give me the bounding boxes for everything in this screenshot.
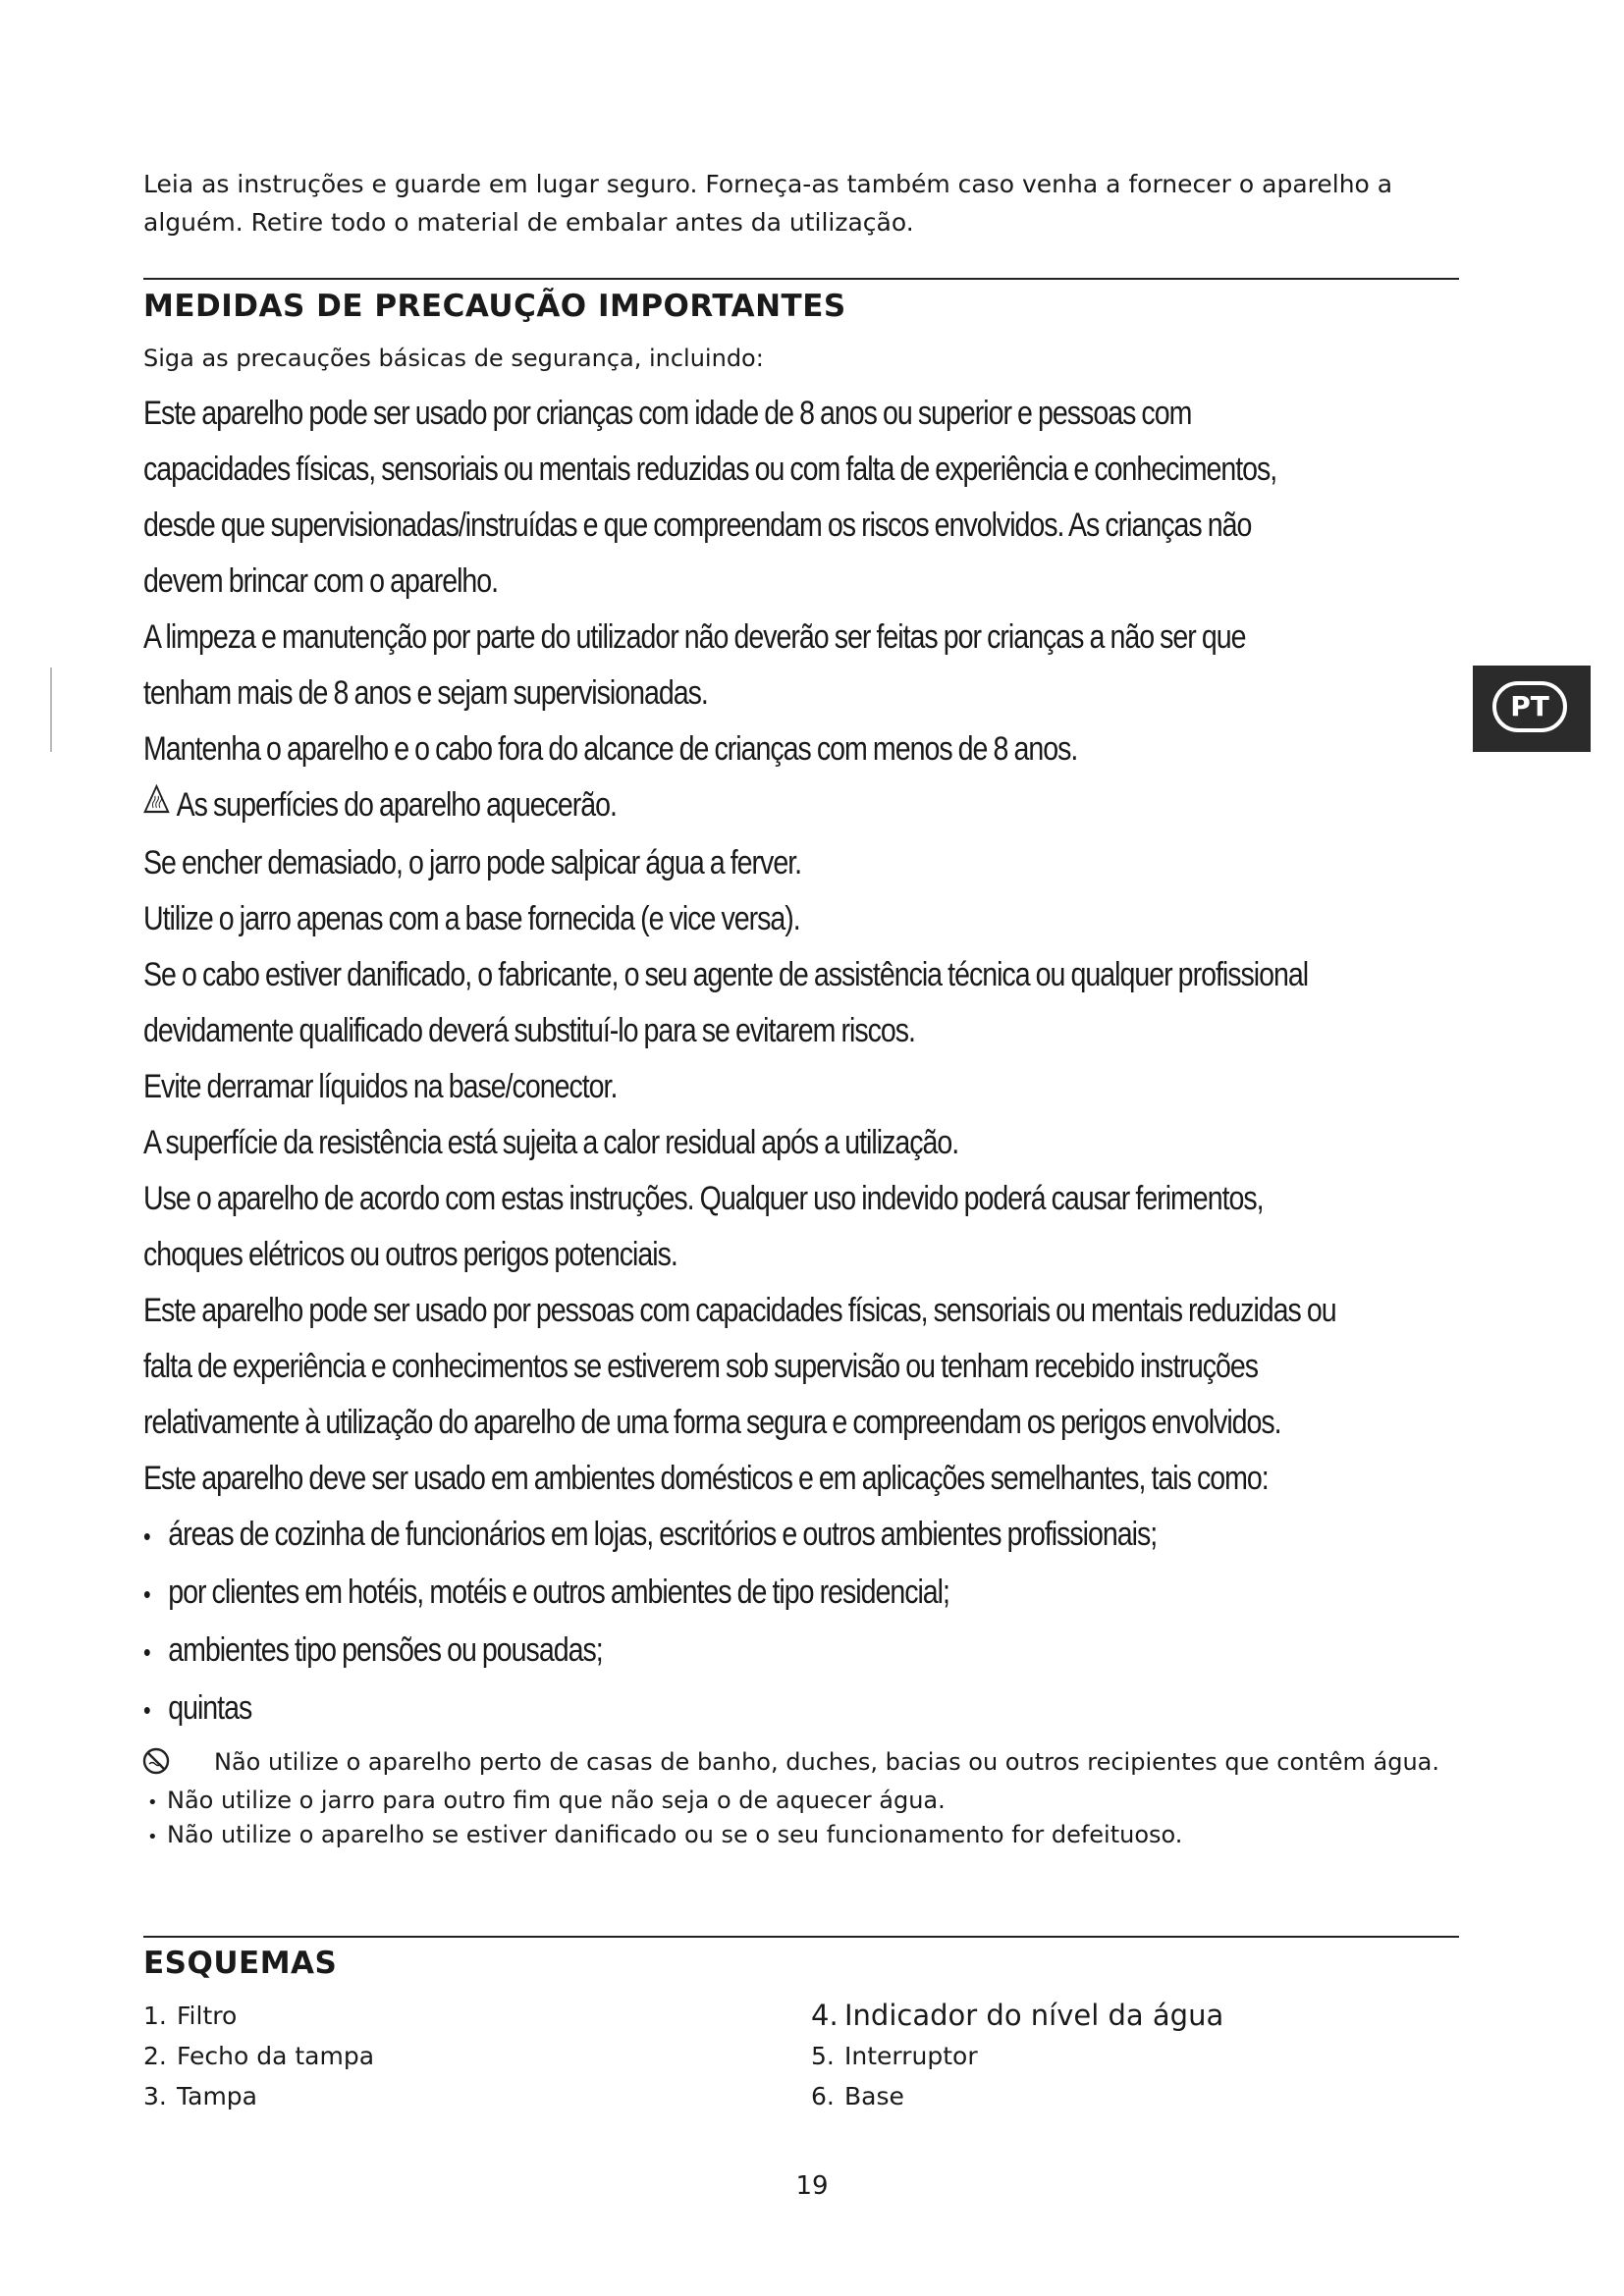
usage-bullet: • ambientes tipo pensões ou pousadas;	[143, 1623, 1475, 1681]
precaution-line: Mantenha o aparelho e o cabo fora do alcance de crianças com menos de 8 anos.	[143, 730, 1078, 768]
no-water-warning-text: Não utilize o aparelho perto de casas de banho, duches, bacias ou outros recipientes que contêm água.	[214, 1748, 1440, 1776]
no-water-warning	[143, 1746, 1459, 1785]
precaution-line: A limpeza e manutenção por parte do utilizador não deverão ser feitas por crianças a não ser que	[143, 618, 1246, 656]
precaution-line: Utilize o jarro apenas com a base fornecida (e vice versa).	[143, 899, 800, 937]
schemes-list-right	[811, 1996, 1223, 2116]
precaution-line: Use o aparelho de acordo com estas instruções. Qualquer uso indevido poderá causar ferimentos,	[143, 1179, 1264, 1217]
usage-bullet: • por clientes em hotéis, motéis e outros ambientes de tipo residencial;	[143, 1565, 1475, 1623]
small-bullet: • Não utilize o aparelho se estiver danificado ou se o seu funcionamento for defeituoso.	[143, 1819, 1459, 1853]
scheme-number: 2.	[143, 2042, 167, 2070]
scheme-number: 3.	[143, 2082, 167, 2110]
intro-line: Leia as instruções e guarde em lugar seguro. Forneça-as também caso venha a fornecer o aparelho a	[143, 170, 1393, 198]
precaution-line: Evite derramar líquidos na base/conector.	[143, 1067, 618, 1105]
hot-surface-warning	[143, 777, 1475, 835]
precaution-line: Este aparelho pode ser usado por crianças com idade de 8 anos ou superior e pessoas com	[143, 395, 1192, 432]
additional-warnings	[143, 1746, 1459, 1853]
no-water-icon	[143, 1746, 214, 1785]
page-number: 19	[795, 2171, 829, 2201]
scheme-item	[811, 2076, 1223, 2116]
scheme-label: Filtro	[177, 2002, 238, 2030]
precaution-line: devidamente qualificado deverá substituí-lo para se evitarem riscos.	[143, 1011, 915, 1049]
scheme-item	[143, 2036, 374, 2076]
schemes-heading: ESQUEMAS	[143, 1946, 338, 1981]
language-badge-text: PT	[1510, 690, 1549, 722]
scheme-label: Tampa	[177, 2082, 257, 2110]
schemes-list-left	[143, 1996, 374, 2116]
scheme-label: Interruptor	[844, 2042, 978, 2070]
scheme-number: 5.	[811, 2042, 835, 2070]
small-bullet: • Não utilize o jarro para outro fim que não seja o de aquecer água.	[143, 1785, 1459, 1819]
precaution-line: capacidades físicas, sensoriais ou mentais reduzidas ou com falta de experiência e conhecimentos,	[143, 451, 1277, 488]
usage-bullet: • áreas de cozinha de funcionários em lojas, escritórios e outros ambientes profissionais;	[143, 1507, 1475, 1565]
precaution-line: Se o cabo estiver danificado, o fabricante, o seu agente de assistência técnica ou qualquer profissional	[143, 955, 1309, 993]
scheme-item	[811, 2036, 1223, 2076]
scheme-label: Fecho da tampa	[177, 2042, 375, 2070]
precaution-line: tenham mais de 8 anos e sejam supervisionadas.	[143, 674, 708, 712]
hot-surface-warning-icon	[143, 775, 177, 831]
precaution-line: desde que supervisionadas/instruídas e que compreendam os riscos envolvidos. As crianças não	[143, 507, 1252, 544]
usage-bullet: • quintas	[143, 1681, 1475, 1738]
precaution-line: Este aparelho deve ser usado em ambientes domésticos e em aplicações semelhantes, tais como:	[143, 1459, 1269, 1497]
precaution-line: relativamente à utilização do aparelho de uma forma segura e compreendam os perigos envolvidos.	[143, 1403, 1281, 1441]
scheme-number: 4.	[811, 1999, 839, 2032]
precaution-line: devem brincar com o aparelho.	[143, 562, 499, 600]
intro-line: alguém. Retire todo o material de embalar antes da utilização.	[143, 208, 914, 237]
scheme-label: Indicador do nível da água	[844, 1999, 1224, 2032]
precautions-subheading: Siga as precauções básicas de segurança, incluindo:	[143, 345, 764, 372]
section-divider	[143, 1936, 1459, 1938]
precaution-line: Se encher demasiado, o jarro pode salpicar água a ferver.	[143, 843, 802, 881]
scheme-item	[811, 1996, 1223, 2036]
scheme-label: Base	[844, 2082, 904, 2110]
margin-mark	[50, 667, 52, 752]
scheme-item	[143, 2076, 374, 2116]
precaution-line: A superfície da resistência está sujeita a calor residual após a utilização.	[143, 1123, 959, 1161]
precaution-line: Este aparelho pode ser usado por pessoas com capacidades físicas, sensoriais ou mentais reduzidas ou	[143, 1291, 1336, 1329]
language-badge	[1473, 666, 1591, 752]
section-divider	[143, 278, 1459, 280]
scheme-number: 6.	[811, 2082, 835, 2110]
scheme-number: 1.	[143, 2002, 167, 2030]
precautions-body	[143, 386, 1475, 1738]
precaution-line: choques elétricos ou outros perigos potenciais.	[143, 1235, 677, 1273]
intro-text	[143, 165, 1420, 241]
precaution-line: falta de experiência e conhecimentos se estiverem sob supervisão ou tenham recebido instruções	[143, 1347, 1259, 1385]
hot-surface-warning-text: As superfícies do aparelho aquecerão.	[176, 786, 617, 824]
precautions-heading: MEDIDAS DE PRECAUÇÃO IMPORTANTES	[143, 289, 846, 324]
scheme-item	[143, 1996, 374, 2036]
